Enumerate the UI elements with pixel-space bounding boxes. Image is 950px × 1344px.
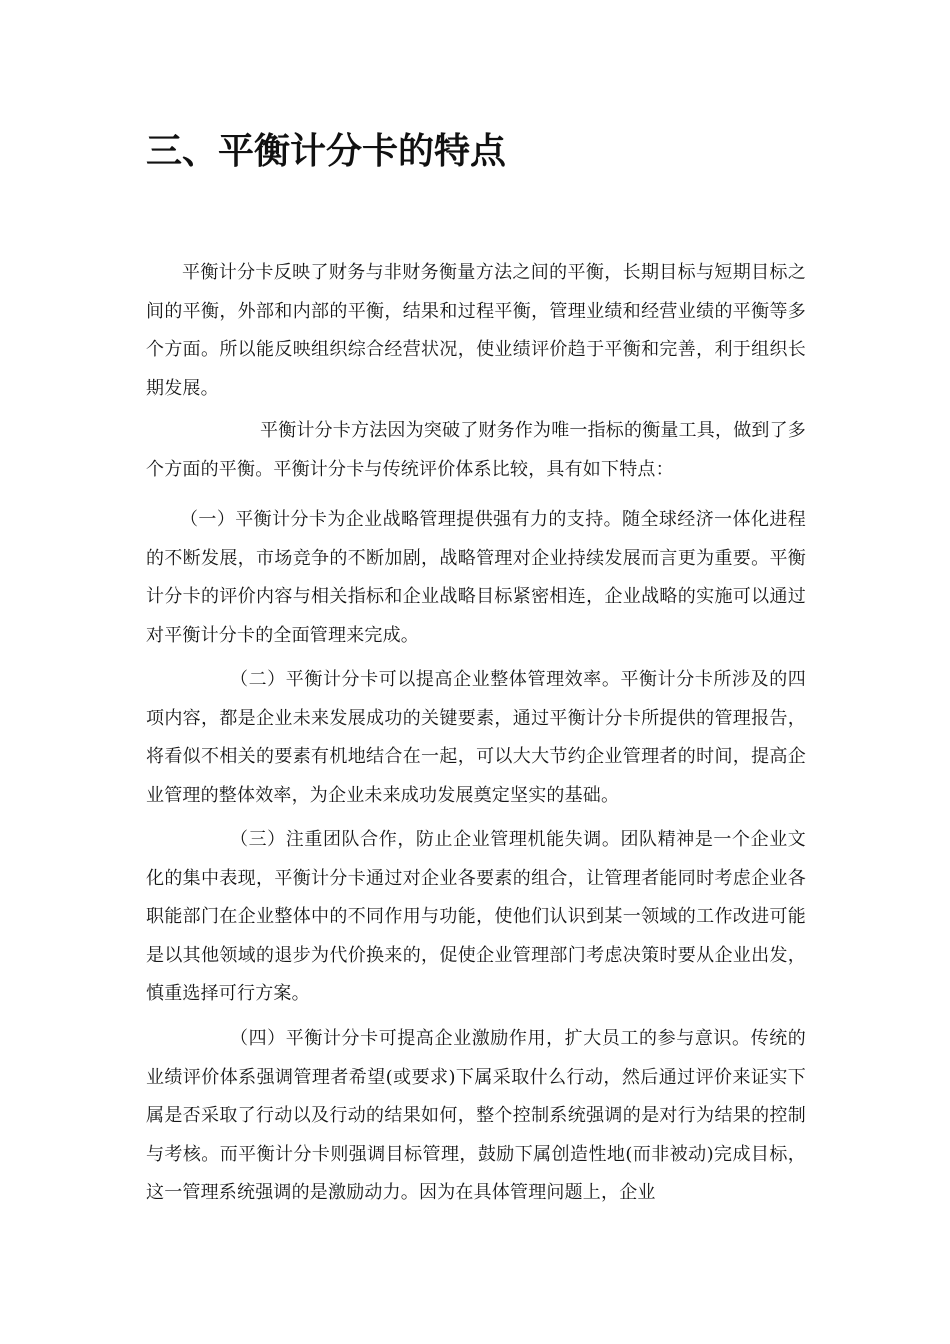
page-title: 三、平衡计分卡的特点 <box>146 131 507 172</box>
paragraph-feature-3: （三）注重团队合作，防止企业管理机能失调。团队精神是一个企业文化的集中表现，平衡计分卡通过对企业各要素的组合，让管理者能同时考虑企业各职能部门在企业整体中的不同作用与功能，使他们认识到某一领域的工作改进可能是以其他领域的退步为代价换来的，促使企业管理部门考虑决策时要从企业出发，慎重选择可行方案。 <box>146 829 806 1004</box>
paragraph-feature-4: （四）平衡计分卡可提高企业激励作用，扩大员工的参与意识。传统的业绩评价体系强调管理者希望(或要求)下属采取什么行动，然后通过评价来证实下属是否采取了行动以及行动的结果如何，整个控制系统强调的是对行为结果的控制与考核。而平衡计分卡则强调目标管理，鼓励下属创造性地(而非被动)完成目标，这一管理系统强调的是激励动力。因为在具体管理问题上，企业 <box>146 1028 806 1203</box>
paragraph-intro: 平衡计分卡反映了财务与非财务衡量方法之间的平衡，长期目标与短期目标之间的平衡，外部和内部的平衡，结果和过程平衡，管理业绩和经营业绩的平衡等多个方面。所以能反映组织综合经营状况，使业绩评价趋于平衡和完善，利于组织长期发展。 <box>146 262 806 399</box>
paragraph-feature-2: （二）平衡计分卡可以提高企业整体管理效率。平衡计分卡所涉及的四项内容，都是企业未来发展成功的关键要素，通过平衡计分卡所提供的管理报告，将看似不相关的要素有机地结合在一起，可以大大节约企业管理者的时间，提高企业管理的整体效率，为企业未来成功发展奠定坚实的基础。 <box>146 669 806 806</box>
paragraph-feature-1: （一）平衡计分卡为企业战略管理提供强有力的支持。随全球经济一体化进程的不断发展，市场竞争的不断加剧，战略管理对企业持续发展而言更为重要。平衡计分卡的评价内容与相关指标和企业战略目标紧密相连，企业战略的实施可以通过对平衡计分卡的全面管理来完成。 <box>146 509 806 646</box>
paragraph-comparison: 平衡计分卡方法因为突破了财务作为唯一指标的衡量工具，做到了多个方面的平衡。平衡计分卡与传统评价体系比较，具有如下特点： <box>146 420 806 480</box>
